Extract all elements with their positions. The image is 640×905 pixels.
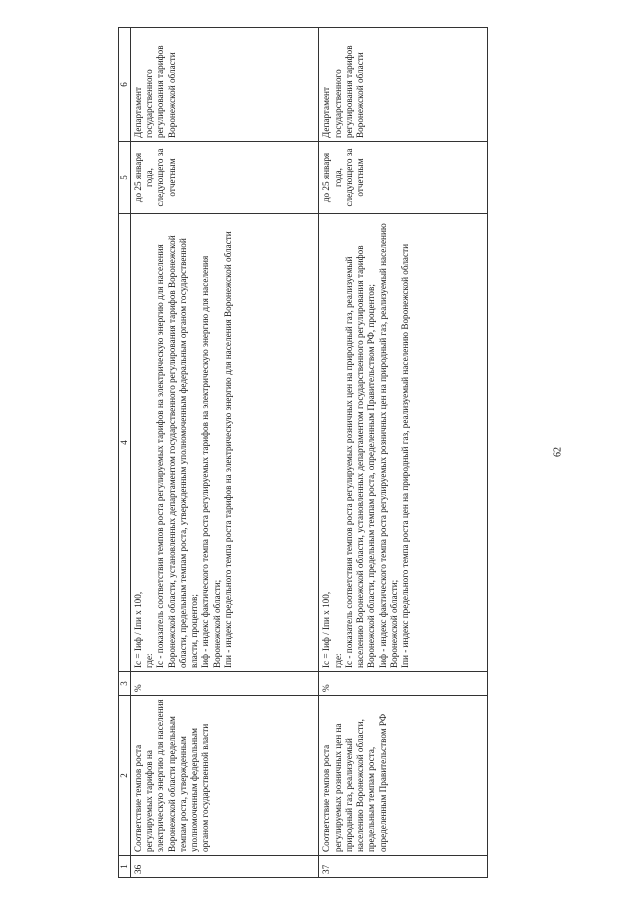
formula-cell xyxy=(319,214,488,672)
deadline-cell: до 25 января года, следующего за отчетным xyxy=(131,142,319,214)
definition-text: Iиф - индекс фактического темпа роста регулируемых тарифов на электрическую энергию для населения Воронежской области; xyxy=(200,255,222,668)
row-number: 37 xyxy=(319,856,488,878)
indicators-table xyxy=(118,27,488,878)
header-cell-1: 1 xyxy=(119,856,131,878)
unit-cell: % xyxy=(131,672,319,696)
header-cell-4: 4 xyxy=(119,214,131,672)
column-number-row xyxy=(119,28,131,878)
responsible-cell: Департамент государственного регулирования тарифов Воронежской области xyxy=(319,28,488,142)
unit-cell: % xyxy=(319,672,488,696)
definition-text: Iпи - индекс предельного темпа роста тарифов на электрическую энергию для населения Воронежской области xyxy=(222,231,233,668)
where-text: где: xyxy=(144,653,155,668)
formula-text: Iс = Iиф / Iпи х 100, xyxy=(321,591,332,668)
header-cell-5: 5 xyxy=(119,142,131,214)
rotated-table-wrapper xyxy=(118,28,488,878)
deadline-cell: до 25 января года, следующего за отчетным xyxy=(319,142,488,214)
where-text: где: xyxy=(332,653,343,668)
formula-cell xyxy=(131,214,319,672)
definition-text: Iс - показатель соответствия темпов роста регулируемых тарифов на электрическую энергию для населения Воронежской области, установленных департаментом государственного регулирования тарифов Воронежской области, предельным темпам роста, утвержденным уполномоченным федеральным органом государственной власти, процентов; xyxy=(155,235,200,668)
table-row xyxy=(319,28,488,878)
page-number: 62 xyxy=(552,447,564,457)
indicator-name: Соответствие темпов роста регулируемых розничных цен на природный газ, реализуемый населению Воронежской области, предельным темпам роста, определенным Правительством РФ xyxy=(319,696,488,856)
responsible-cell: Департамент государственного регулирования тарифов Воронежской области xyxy=(131,28,319,142)
definition-text: Iпи - индекс предельного темпа роста цен на природный газ, реализуемый населению Воронежской области xyxy=(400,244,410,668)
header-cell-6: 6 xyxy=(119,28,131,142)
definition-text: Iс - показатель соответствия темпов роста регулируемых розничных цен на природный газ, реализуемый населению Воронежской области, установленных департаментом государственного регулирования тарифов Воронежской области, предельным темпам роста, определенным Правительством РФ, процентов; xyxy=(343,245,377,668)
header-cell-2: 2 xyxy=(119,696,131,856)
definition-text: Iиф - индекс фактического темпа роста регулируемых розничных цен на природный газ, реализуемый населению Воронежской области; xyxy=(377,223,399,668)
indicator-name: Соответствие темпов роста регулируемых тарифов на электрическую энергию для населения Воронежской области предельным темпам роста, утвержденным уполномоченным федеральным органом государственной власти xyxy=(131,696,319,856)
header-cell-3: 3 xyxy=(119,672,131,696)
row-number: 36 xyxy=(131,856,319,878)
formula-text: Iс = Iиф / Iпи х 100, xyxy=(133,591,143,668)
table-row xyxy=(131,28,319,878)
